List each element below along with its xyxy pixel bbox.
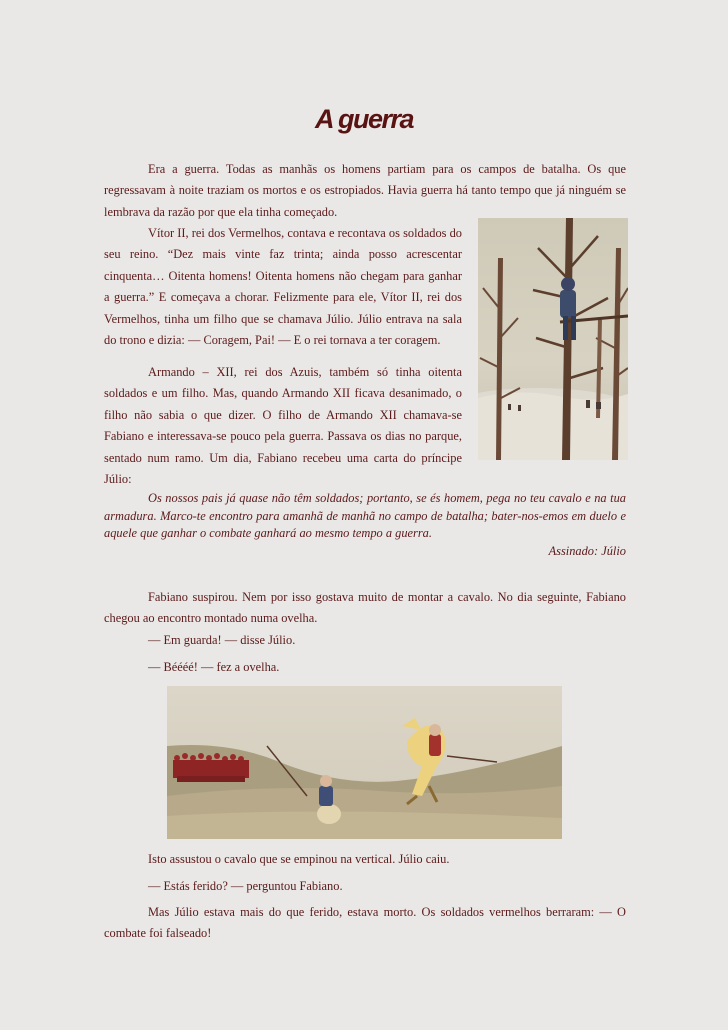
letter-text: Os nossos pais já quase não têm soldados; portanto, se és homem, pega no teu cavalo e na tua armadura. Marco-te encontro para amanhã de manhã no campo de batalha; bater-nos-emos em duelo e aquele que ganhar o combate ganhará ao mesmo tempo a guerra. <box>104 491 626 541</box>
paragraph-4: Fabiano suspirou. Nem por isso gostava muito de montar a cavalo. No dia seguinte, Fabiano chegou ao encontro montado numa ovelha. <box>104 590 626 626</box>
paragraph-3: Armando – XII, rei dos Azuis, também só tinha oitenta soldados e um filho. Mas, quando Armando XII ficava desanimado, o filho não sabia o que dizer. O filho de Armando XII chamava-se Fabiano e interessava-se pouco pela guerra. Passava os dias no parque, sentado num ramo. Um dia, Fabiano recebeu uma carta do príncipe Júlio: <box>104 365 462 487</box>
dialogue-line-3: — Estás ferido? — perguntou Fabiano. <box>148 879 343 893</box>
dialogue-line-1: — Em guarda! — disse Júlio. <box>148 633 296 647</box>
letter-signature: Assinado: Júlio <box>548 544 626 558</box>
dialogue-line-2: — Béééé! — fez a ovelha. <box>148 660 280 674</box>
paragraph-2: Vítor II, rei dos Vermelhos, contava e recontava os soldados do seu reino. “Dez mais vinte faz trinta; ainda posso acrescentar cinquenta… Oitenta homens! Oitenta homens não chegam para ganhar a guerra.” E começava a chorar. Felizmente para ele, Vítor II, rei dos Vermelhos, tinha um filho que se chamava Júlio. Júlio entrava na sala do trono e dizia: — Coragem, Pai! — E o rei tornava a ter coragem. <box>104 226 462 348</box>
illustration-duel-scene <box>167 686 562 839</box>
page-title: A guerra <box>314 104 414 134</box>
illustration-boy-in-tree <box>478 218 628 460</box>
paragraph-1: Era a guerra. Todas as manhãs os homens partiam para os campos de batalha. Os que regressavam à noite traziam os mortos e os estropiados. Havia guerra há tanto tempo que já ninguém se lembrava da razão por que ela tinha começado. <box>104 162 626 219</box>
paragraph-5: Isto assustou o cavalo que se empinou na vertical. Júlio caiu. <box>148 852 450 866</box>
paragraph-6: Mas Júlio estava mais do que ferido, estava morto. Os soldados vermelhos berraram: — O combate foi falseado! <box>104 905 626 941</box>
